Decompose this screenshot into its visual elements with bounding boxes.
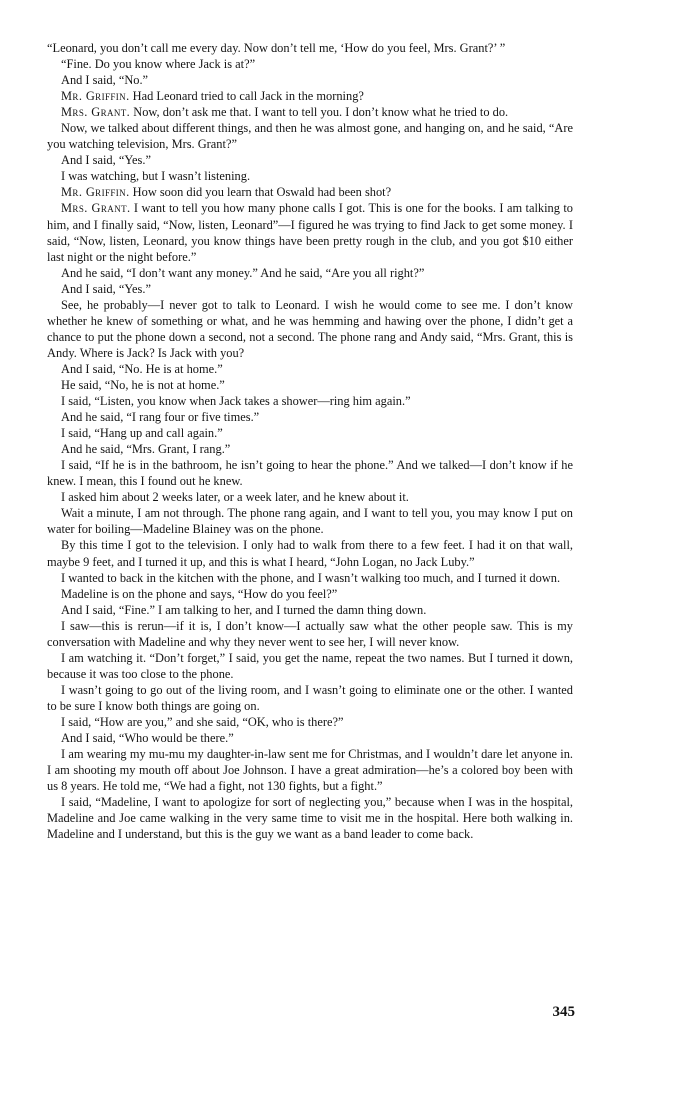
paragraph: See, he probably—I never got to talk to Leonard. I wish he would come to see me. I don’t know whether he knew of something or what, and he was hemming and hawing over the phone, I didn’t get a chance to put the phone down a second, not a second. The phone rang and Andy said, “Mrs. Grant, this is Andy. Where is Jack? Is Jack with you? — [47, 297, 573, 360]
paragraph: I wanted to back in the kitchen with the phone, and I wasn’t walking too much, and I turned it down. — [61, 570, 561, 585]
document-body — [47, 40, 573, 842]
paragraph: And I said, “Fine.” I am talking to her, and I turned the damn thing down. — [61, 602, 427, 617]
paragraph: And I said, “Who would be there.” — [61, 731, 234, 746]
paragraph: I am watching it. “Don’t forget,” I said, you get the name, repeat the two names. But I turned it down, because it was too close to the phone. — [47, 650, 573, 681]
paragraph: I said, “How are you,” and she said, “OK, who is there?” — [61, 714, 344, 729]
paragraph: Mrs. Grant. Now, don’t ask me that. I want to tell you. I don’t know what he tried to do. — [61, 105, 509, 120]
paragraph: Mr. Griffin. How soon did you learn that Oswald had been shot? — [61, 185, 392, 200]
paragraph: I said, “If he is in the bathroom, he isn’t going to hear the phone.” And we talked—I don’t know if he knew. I mean, this I found out he knew. — [47, 458, 573, 489]
speaker-label: Mr. Griffin. — [61, 89, 130, 104]
paragraph: I was watching, but I wasn’t listening. — [61, 169, 251, 184]
paragraph: I said, “Listen, you know when Jack takes a shower—ring him again.” — [61, 394, 411, 409]
paragraph: I said, “Madeline, I want to apologize for sort of neglecting you,” because when I was in the hospital, Madeline and Joe came walking in the very same time to visit me in the hospital. Here both walking in. Madeline and I understand, but this is the guy we want as a band leader to come back. — [47, 795, 573, 842]
paragraph: Madeline is on the phone and says, “How do you feel?” — [61, 586, 338, 601]
paragraph: I wasn’t going to go out of the living room, and I wasn’t going to eliminate one or the other. I wanted to be sure I know both things are going on. — [47, 682, 573, 713]
paragraph: And I said, “Yes.” — [61, 153, 151, 168]
paragraph: “Leonard, you don’t call me every day. Now don’t tell me, ‘How do you feel, Mrs. Grant?’ ” — [47, 41, 506, 55]
paragraph: He said, “No, he is not at home.” — [61, 377, 225, 392]
paragraph: I asked him about 2 weeks later, or a week later, and he knew about it. — [61, 490, 409, 505]
paragraph: I saw—this is rerun—if it is, I don’t know—I actually saw what the other people saw. This is my conversation with Madeline and why they never went to see her, I will never know. — [47, 618, 573, 649]
paragraph: And he said, “I rang four or five times.” — [61, 410, 260, 425]
paragraph: Now, we talked about different things, and then he was almost gone, and hanging on, and he said, “Are you watching television, Mrs. Grant?” — [47, 121, 573, 152]
speaker-label: Mr. Griffin. — [61, 185, 130, 200]
paragraph: By this time I got to the television. I only had to walk from there to a few feet. I had it on that wall, maybe 9 feet, and I turned it up, and this is what I heard, “John Logan, no Jack Luby.” — [47, 538, 573, 569]
speaker-label: Mrs. Grant. — [61, 201, 131, 216]
paragraph: I am wearing my mu-mu my daughter-in-law sent me for Christmas, and I wouldn’t dare let anyone in. I am shooting my mouth off about Joe Johnson. I have a great admiration—he’s a colored boy been with us 8 years. He told me, “We had a fight, not 130 fights, but a fight.” — [47, 747, 573, 794]
paragraph: Mr. Griffin. Had Leonard tried to call Jack in the morning? — [61, 89, 364, 104]
paragraph: Mrs. Grant. I want to tell you how many phone calls I got. This is one for the books. I am talking to him, and I finally said, “Now, listen, Leonard”—I figured he was trying to find Jack to get some money. I said, “Now, listen, Leonard, you know things have been pretty rough in the club, and you got $10 either last night or the night before.” — [47, 201, 573, 264]
paragraph: “Fine. Do you know where Jack is at?” — [61, 57, 256, 72]
speaker-label: Mrs. Grant. — [61, 105, 131, 120]
paragraph: And he said, “Mrs. Grant, I rang.” — [61, 442, 231, 457]
paragraph: And he said, “I don’t want any money.” And he said, “Are you all right?” — [61, 265, 425, 280]
paragraph: And I said, “No. He is at home.” — [61, 361, 223, 376]
page-number: 345 — [552, 1004, 575, 1020]
paragraph: And I said, “Yes.” — [61, 281, 151, 296]
paragraph: Wait a minute, I am not through. The phone rang again, and I want to tell you, you may know I put on water for boiling—Madeline Blainey was on the phone. — [47, 506, 573, 537]
paragraph: And I said, “No.” — [61, 73, 149, 88]
paragraph: I said, “Hang up and call again.” — [61, 426, 223, 441]
